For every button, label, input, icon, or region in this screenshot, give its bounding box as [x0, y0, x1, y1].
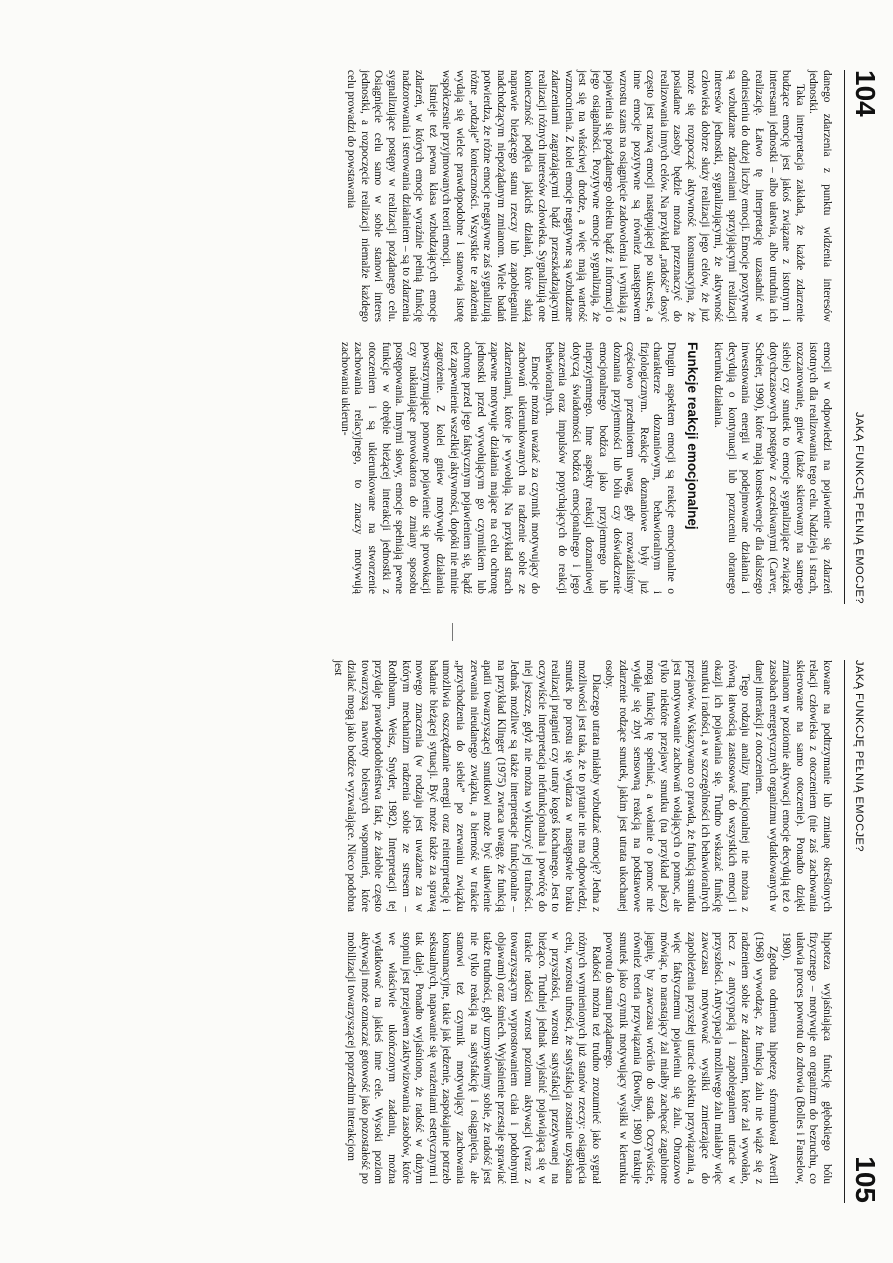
text-column-1	[330, 660, 833, 912]
paragraph: danego zdarzenia z punktu widzenia interesów jednostki.	[807, 70, 833, 322]
paragraph: emocji w odpowiedzi na pojawienie się zdarzeń istotnych dla realizowania tego celu. Nadzieja i strach, rozczarowanie, gniew (także skierowany na samego siebie) czy smutek to emocje sygnalizujące związek dotychczasowych postępów z oczekiwanymi (Carver, Scheier, 1990), które mają konsekwencje dla dalszego inwestowania energii w podejmowane działania i decydują o kontynuacji lub porzuceniu obranego kierunku działania.	[712, 342, 833, 594]
right-page	[0, 632, 893, 1263]
paragraph: Drugim aspektem emocji są reakcje emocjonalne o charakterze doznaniowym, behawioralnym i fizjologicznym. Reakcje doznaniowe były już częściowo przedmiotem uwag, gdy rozważaliśmy doznania przyjemności lub bólu czy doświadczenie emocjonalnego bodźca jako przyjemnego lub nieprzyjemnego. Inne aspekty reakcji doznaniowej dotyczą świadomości bodźca emocjonalnego i jego znaczenia oraz impulsów popychających do reakcji behawioralnych.	[542, 342, 678, 594]
header-rule	[844, 660, 845, 1203]
text-column-2	[344, 932, 833, 1184]
paragraph: Radości można też trudno zrozumieć jako sygnał różnych wymienionych już stanów rzeczy: osiągnięcia celu, wzrostu ufności, że satysfakcja zostanie uzyskana w przyszłości, wzrostu satysfakcji przeżywanej na bieżąco. Trudniej jednak wyjaśnić pojawiającą się w trakcie radości wzrost poziomu aktywacji (wraz z towarzyszącym wyprostowaniem ciała i podobnymi objawami) oraz śmiech. Wyjaśnienie przestaje sprawiać także trudności, gdy uzmysłowimy sobie, że radość jest nie tylko reakcją na satysfakcję i osiągnięcia, ale stanowi też czynnik motywujący zachowania konsumacyjne, takie jak jedzenie, zaspokajanie potrzeb seksualnych, napawanie się wrażeniami estetycznymi i tak dalej. Ponadto wyjaśniono, że radość w dużym stopniu jest przejawem zaktywizowania zasobów, które we właściwie ukończonym zadaniu, można wydatkować na jakieś inne cele. Wysoki poziom aktywacji może oznaczać gotowość jako pozostałość po mobilizacji towarzyszącej poprzednim interakcjom	[345, 932, 602, 1184]
paragraph: Taka interpretacja zakłada, że każde zdarzenie budzące emocję jest jakoś związane z istotnym i interesami jednostki – albo ułatwia, albo utrudnia ich realizację. Łatwo tę interpretację uzasadnić w odniesieniu do dużej liczby emocji. Emocje pozytywne są wzbudzane zdarzeniami sprzyjającymi realizacji interesów jednostki, sygnalizującymi, że aktywność człowieka dobrze służy realizacji jego celów, że już może się rozpocząć aktywność konsumacyjna, że posiadane zasoby będzie można przeznaczyć do realizowania innych celów. Na przykład „radość” dosyć często jest nazwą emocji następującej po sukcesie, a inne emocje pozytywne są również następstwem wzrostu szans na osiągnięcie zadowolenia i wynikają z pojawienia się pożądanego obiektu bądź z informacji o jego osiągalności. Pozytywne emocje sygnalizują, że jest się na właściwej drodze, a więc mają wartość wzmocnienia. Z kolei emocje negatywne są wzbudzane zdarzeniami zagrażającymi bądź przeszkadzającymi realizacji różnych interesów człowieka. Sygnalizują one konieczność podjęcia jakichś działań, które służą naprawie bieżącego stanu rzeczy lub zapobieganiu nadchodzącym niepożądanym zmianom. Wiele badań potwierdza, że różne emocje negatywne zaś sygnalizują różne „rodzaje” konieczności. Wszystkie te założenia wydają się wielce prawdopodobne i stanowią istotę współczesnie przyjmowanych teorii emocji.	[440, 70, 806, 322]
running-header: JAKĄ FUNKCJĘ PEŁNIĄ EMOCJE?	[853, 660, 865, 852]
text-column-1	[344, 70, 833, 322]
paragraph: Tego rodzaju analizy funkcjonalnej nie można z równą łatwością zastosować do wszystkich emocji i okazji ich pojawiania się. Trudno wskazać funkcję smutku i radości, a w szczególności ich behawioralnych przejawów. Wskazywano co prawda, że funkcją smutku jest motywowanie zachowań wołających o pomoc, ale tylko niektóre przejawy smutku (na przykład płacz) mogą funkcję tę spełniać, a wołanie o pomoc nie wydaje się zbyt sensowną reakcją na podstawowe zdarzenie rodzące smutek, jakim jest utrata ukochanej osoby.	[603, 660, 752, 912]
page-number: 104	[850, 70, 881, 117]
header-rule	[844, 70, 845, 604]
section-heading: Funkcje reakcji emocjonalnej	[684, 342, 700, 530]
paragraph: Emocje można uważać za czynnik motywujący do zachowań ukierunkowanych na radzenie sobie ze zdarzeniami, które je wywołują. Na przykład strach zapewne motywuje działania mające na celu ochronę jednostki przed wywołującym go czynnikiem lub ochronę przed jego faktycznym pojawieniem się, bądź też zapewnienie wszelkiej aktywności, dopóki nie minie zagrożenie. Z kolei gniew motywuje działania powstrzymujące ponowne pojawienie się prowokacji czy nakłaniające prowokatora do zmiany sposobu postępowania. Innymi słowy, emocje spełniają pewne funkcje w obrębie bieżącej interakcji jednostki z otoczeniem i są ukierunkowane na stworzenie zachowania relacyjnego, to znaczy motywują zachowania ukierun-	[338, 342, 542, 594]
paragraph: Istnieje też pewna klasa wzbudzających emocje zdarzeń, w których emocje wyraźnie pełnią funkcję nadzorowania i sterowania działaniem – są to zdarzenia sygnalizujące postępy w realizacji pożądanego celu. Osiągnięcie celu samo w sobie stanowi interes jednostki, a rozpoczęcie realizacji niemalże każdego celu prowadzi do powstawania	[345, 70, 439, 322]
paragraph: hipoteza wyjaśniająca funkcję głębokiego bólu fizycznego – motywuje on organizm do bezruchu, co ułatwia proces powrotu do zdrowia (Bolles i Fanselow, 1980).	[780, 932, 833, 1184]
paragraph: Zgodna odmienna hipotezę sformułował Averill (1968) wywodząc, że funkcja żalu nie wiąże się z radzeniem sobie ze zdarzeniem, które żal wywołało, lecz z antycypacją i zapobieganiem utracie w przyszłości. Antycypacja możliwego żalu miałaby więc zawczasu motywować wysiłki zmierzające do zapobieżenia przyszłej utracie obiektu przywiązania, a więc faktycznemu pojawieniu się żalu. Obrazowo mówiąc, to narastający żal miałby zachęcać zagubione jagnię, by zawczasu wróciło do stada. Oczywiście, również teoria przywiązania (Bowlby, 1980) traktuje smutek jako czynnik motywujący wysiłki w kierunku powrotu do stanu pożądanego.	[603, 932, 779, 1184]
text-column-2	[337, 342, 833, 594]
page-number: 105	[850, 1156, 881, 1203]
running-header: JAKĄ FUNKCJĘ PEŁNIĄ EMOCJE?	[853, 412, 865, 604]
paragraph: kowane na podtrzymanie lub zmianę określonych relacji człowieka z otoczeniem (nie zaś zachowania skierowane na samo otoczenie). Ponadto dzięki zmianom w poziomie aktywacji emocje decydują też o zasobach energetycznych organizmu wydatkowanych w danej interakcji z otoczeniem.	[753, 660, 833, 912]
paragraph: Dlaczego utrata miałaby wzbudzać emocję? Jedna z możliwości jest taka, że to pytanie nie ma odpowiedzi, smutek po prostu się wydarza w następstwie braku realizacji pragnień czy utraty kogoś kochanego. Jest to oczywiście interpretacja niefunkcjonalna i powróćę do niej jeszcze, gdyż nie można wykluczyć jej trafności. Jednak możliwe są także interpretacje funkcjonalne – na przykład Klinger (1975) zwraca uwagę, że funkcją apatii towarzyszącej smutkowi może być ułatwienie zerwania nieudanego związku, a bierność w trakcie „przychodzenia do siebie” po zerwaniu związku umożliwia oszczędzanie energii oraz reinterpretację i badanie bieżącej sytuacji. Być może także za sprawą nowego znaczenia (w rodzaju jest uważane za w którym mechanizm radzenia sobie ze stresem – Rothbaum, Weisz, Snyder, 1982). Interpretacji tej przydaje prawdopodobieństwa fakt, że żałobie często towarzyszą nawroty bolesnych wspomnień, które działać mogą jako bodźce wyzwalające. Nieco podobna jest	[331, 660, 602, 912]
